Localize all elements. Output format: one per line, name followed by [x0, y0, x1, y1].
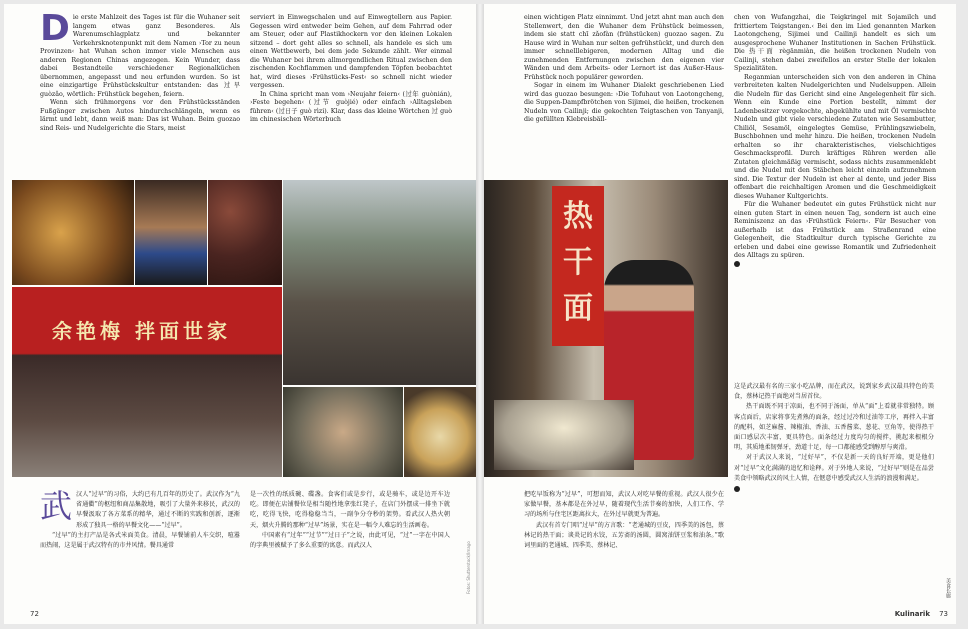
chinese-column-4: [734, 382, 934, 548]
photo-fried-food: [12, 180, 134, 285]
page-number: 73: [939, 610, 948, 618]
photo-credit: Fotos: Shutterstock/Imago: [466, 541, 471, 594]
photo-food-closeup: [283, 387, 403, 477]
chinese-column-2: [250, 490, 450, 598]
paragraph: “过早”的主打产品是各式米面美食。清晨，早餐铺前人车交织，喧嚣而热闹，这是属于武汉特有的市井风情。餐具通常: [40, 531, 240, 550]
paragraph: 把吃早饭称为“过早”，可想而知，武汉人对吃早餐的重视。武汉人很少在家做早餐，基本都是在外过早，随着现代生活节奏的加快，人们工作、学习的场所与住宅区距离拉大，在外过早就更为普遍。: [524, 491, 724, 519]
noodle-bowls: [494, 400, 634, 470]
paragraph: In China spricht man vom ›Neujahr feiern‹ (过年 guònián), ›Feste begehen‹ (过节 guòjié) oder einfach ›Alltagsleben führen‹ (过日子 guò rìzi). Klar, dass das kleine Wörtchen 过 guò im chinesischen Wörterbuch: [250, 90, 452, 123]
paragraph: Reganmian unterscheiden sich von den anderen in China verbreiteten kalten Nudelgerichten und Nudelsuppen. Allein die Nudeln für das Gericht sind eine Angelegenheit für sich. Wenn ein Kunde eine Portion bestellt, nimmt der Ladenbesitzer vorgekochte, abgekühlte und mit Öl vermischte Nudeln und gibt viele verschiedene Zutaten wie Sesambutter, Chiliöl, Sesamöl, eingelegtes Gemüse, Frühlingszwiebeln, Buschbohnen und mehr hinzu. Die heißen, trockenen Nudeln erhalten so ihr charakteristisches, vielschichtiges Geschmacksprofil. Durch kräftiges Rühren werden alle Zutaten gleichmäßig vermischt, sodass nichts zusammenklebt und die Nudel mit den Stäbchen leicht einzeln aufzunehmen sind. Die Textur der Nudeln ist eher al dente, und jeder Biss offenbart die reichhaltigen Aromen und die Geschmeidigkeit dieses Wuhaner Kultgerichts.: [734, 73, 936, 200]
paragraph: serviert in Einwegschalen und auf Einwegtellern aus Papier. Gegessen wird entweder beim Gehen, auf dem Fahrrad oder am Steuer, oder auf Plastikhockern vor den kleinen Lokalen sitzend – dort geht alles so schnell, als handele es sich um einen Wettbewerb, bei dem jede Sekunde zählt. Wer einmal die Wuhaner bei ihrem allmorgendlichen Ritual zwischen den zischenden Kochflammen und dampfenden Töpfen beobachtet hat, wird dieses ›Frühstücks-Fest‹ so schnell nicht wieder vergessen.: [250, 14, 452, 89]
photo-shopfront: [12, 287, 282, 477]
section-tag: 美食长廊: [945, 578, 951, 598]
page-number: 72: [30, 610, 39, 618]
end-mark: [734, 261, 740, 267]
paragraph: 汉人“过早”的习俗，大约已有几百年的历史了。武汉作为“九省通衢”的枢纽和商品集散地，吸引了大量外来移民，武汉的早餐汲取了各方菜系的精华，通过不断的实践和创新，逐渐形成了独具一格的早餐文化——“过早”。: [76, 491, 240, 529]
german-column-4: [734, 14, 936, 360]
right-page: [484, 4, 956, 624]
paragraph: 热干面既不同于凉面，也不同于汤面，单从“面”上看就非常独特。顾客点面后，店家将事先煮熟的面条，经过过冷和过油等工序，再拌入丰富的配料，如芝麻酱、辣椒油、香油、五香酱菜、葱花、豆角等，使得热干面口感层次丰富，更具特色。面条经过力度均匀的搅拌，挑起来根根分明，其质地柔韧弹牙，劲道十足，每一口都能感受到醇厚与爽滑。: [734, 403, 934, 452]
drop-cap: D: [40, 14, 70, 49]
shop-sign-text: 余艳梅 拌面世家: [52, 319, 231, 343]
paragraph: ie erste Mahlzeit des Tages ist für die Wuhaner seit langem etwas ganz Besonderes. Als Warenumschlagplatz und bekannter Verkehrsknotenpunkt mit dem Namen ›Tor zu neun Provinzen‹ hat Wuhan schon immer viele Menschen aus anderen Regionen Chinas angezogen. Kein Wunder, dass dabei Bestandteile verschiedener Regionalküchen übernommen, angepasst und neu erfunden wurden. So ist eine einzigartige Frühstückskultur entstanden: das 过早 guòzǎo, wörtlich: Frühstück begehen, feiern.: [40, 14, 240, 98]
photo-dumplings: [208, 180, 282, 285]
photo-noodle-cook: [484, 180, 728, 477]
drop-cap-chinese: 武: [40, 490, 73, 525]
gutter: [476, 4, 484, 624]
chinese-column-1: [40, 490, 240, 598]
paragraph: 是一次性的纸质碗、碟盏。食客们或是步行，或是骑车，或是边开车边吃。即便在店铺餐位是相当随性地拿张红凳子，在店门外摆成一排坐下就吃，吃得飞快，吃得稳稳当当，一副争分夺秒的架势。看武汉人热火朝天，烟火升腾的那种“过早”场景，实在是一幅令人难忘的生活画卷。: [250, 491, 450, 529]
paragraph: Wenn sich frühmorgens vor den Frühstücksständen Fußgänger zwischen Autos hindurchschlängeln, wenn es lärmt und lebt, dann weiß man: Das ist Wuhan. Beim guozao sind Reis- und Nudelgerichte die Stars, meist: [40, 99, 240, 132]
german-column-1: [40, 14, 240, 180]
end-mark: [734, 486, 740, 492]
paragraph: 中国素有“过年”“过节”“过日子”之说，由此可见，“过”一字在中国人的字典里被赋予了多么重要的寓意。而武汉人: [250, 531, 450, 550]
section-label: Kulinarik: [894, 610, 930, 618]
paragraph: einen wichtigen Platz einnimmt. Und jetzt ahnt man auch den Stellenwert, den die Wuhaner dem Frühstück beimessen, indem sie statt chī zǎofàn (frühstücken) guozao sagen. Zu Hause wird in Wuhan nur selten gefrühstückt, und durch den immer schnelllebigeren, modernen Alltag und die zunehmenden Entfernungen zwischen den eigenen vier Wänden und dem Arbeits- oder Lernort ist das Außer-Haus-Frühstück noch populärer geworden.: [524, 14, 724, 81]
sign-reganmian-text: 热干面: [563, 199, 593, 326]
photo-noodle-bowl: [404, 387, 476, 477]
paragraph: chen von Wufangzhai, die Teigkringel mit Sojamilch und frittiertem Teigstangen.‹ Bei den im Lied genannten Marken Laotongcheng, Sijimei und Cailinji handelt es sich um ausgesprochene Wuhaner Institutionen in Sachen Frühstück. Die 热干面 règānmiàn, die heißen trockenen Nudeln von Cailinji, stehen dabei zweifellos an erster Stelle der lokalen Spezialitäten.: [734, 14, 936, 72]
paragraph: Sogar in einem im Wuhaner Dialekt geschriebenen Lied wird das guozao besungen: ›Die Tofuhaut von Laotongcheng, die Suppen-Dampfbrötchen von Sijimei, die heißen, trockenen Nudeln von Cailinji; die gekochten Teigtaschen von Tanyanji, die gefüllten Klebreisbäll-: [524, 82, 724, 123]
photo-street-crowd: [283, 180, 476, 385]
german-column-3: [524, 14, 724, 180]
left-page: [4, 4, 476, 624]
paragraph: Für die Wuhaner bedeutet ein gutes Frühstück nicht nur einen guten Start in einen neuen Tag, sondern ist auch eine Reminiszenz an das ›Frühstück Feiern‹. Für Besucher von außerhalb ist das Frühstück am Straßenrand eine Gelegenheit, die Stadtkultur durch typische Gerichte zu erleben und dabei eine gewisse Romantik und Zufriedenheit des Alltags zu spüren.: [734, 201, 936, 259]
paragraph: 武汉有首专门唱“过早”的方言歌：“老通城的豆皮，四季美的汤包，蔡林记的热干面；谈炎记的水饺，五芳斋的汤圆，圆窝油饼豆浆和油条。”歌词里面的老通城、四季美、蔡林记、: [524, 521, 724, 550]
paragraph: 对于武汉人来说，“过好早”，不仅是新一天的良好开端，更是他们对“过早”文化满满的追忆和诠释。对于外地人来说，“过好早”则是在品尝美食中领略武汉的风土人情，在惬意中感受武汉人生活的浪漫和满足。: [734, 454, 934, 482]
paragraph: 这是武汉最有名的三家小吃品牌，而在武汉，说到家乡武汉最具特色的美食，蔡林记热干面绝对当居首位。: [734, 383, 934, 401]
german-column-2: [250, 14, 452, 180]
chinese-column-3: [524, 490, 724, 598]
photo-vendor-woman: [135, 180, 207, 285]
